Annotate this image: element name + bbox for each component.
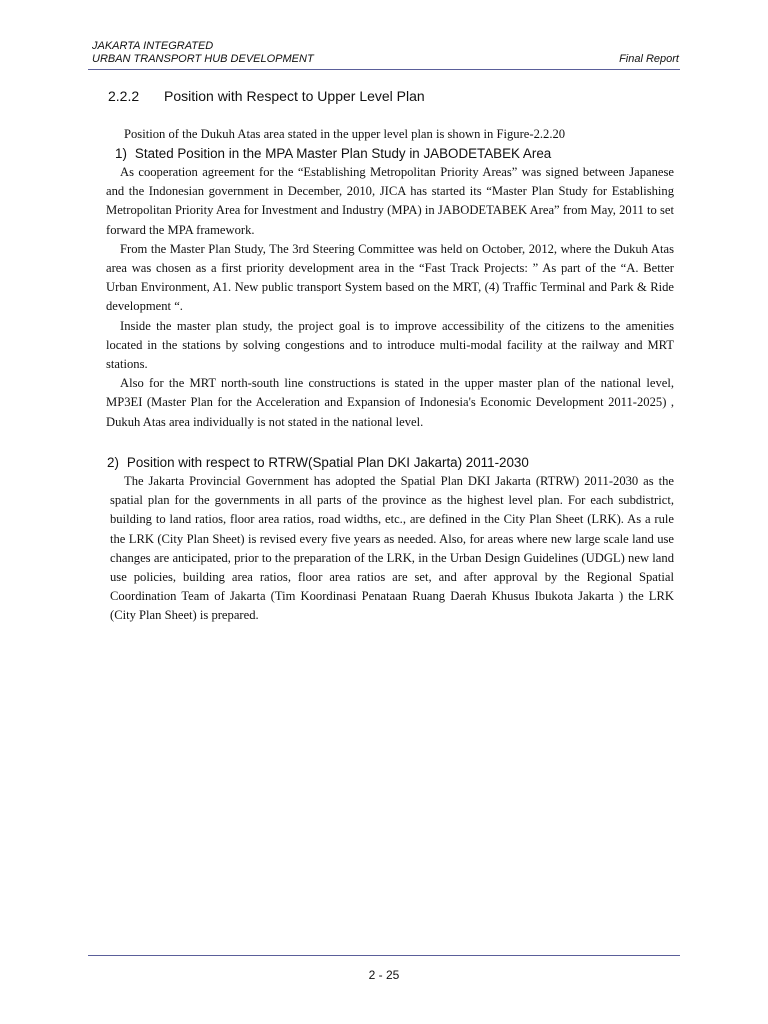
paragraph: From the Master Plan Study, The 3rd Steering Committee was held on October, 2012, where the Dukuh Atas area was chosen as a first priority development area in the “Fast Track Projects: ” As part of the “A. Better Urban Environment, A1. New public transport System based on the MRT, (4) Traffic Terminal and Park & Ride development “. (106, 241, 674, 314)
footer-divider (88, 955, 680, 956)
subsection-2-number: 2) (107, 455, 119, 470)
paragraph: As cooperation agreement for the “Establishing Metropolitan Priority Areas” was signed between Japanese and the Indonesian government in December, 2010, JICA has started its “Master Plan Study for Establishing Metropolitan Priority Area for Investment and Industry (MPA) in JABODETABEK Area” from May, 2011 to set forward the MPA framework. (106, 165, 674, 237)
paragraph: Inside the master plan study, the project goal is to improve accessibility of the citizens to the amenities located in the stations by solving congestions and to introduce multi-modal facility at the railway and MRT stations. (106, 318, 674, 372)
subsection-1-body (106, 163, 674, 432)
subsection-1-heading (115, 145, 551, 163)
subsection-2-heading (107, 454, 529, 472)
paragraph: The Jakarta Provincial Government has adopted the Spatial Plan DKI Jakarta (RTRW) 2011-2030 as the spatial plan for the governments in all parts of the province as the highest level plan. For each subdistrict, building to land ratios, floor area ratios, road widths, etc., are defined in the City Plan Sheet (LRK). As a rule the LRK (City Plan Sheet) is revised every five years as needed. Also, for areas where new large scale land use changes are anticipated, prior to the preparation of the LRK, in the Urban Design Guidelines (UDGL) new land use policies, building area ratios, floor area ratios are set, and after approval by the Regional Spatial Coordination Team of Jakarta (Tim Koordinasi Penataan Ruang Daerah Khusus Ibukota Jakarta ) the LRK (City Plan Sheet) is prepared. (110, 474, 674, 623)
document-header (92, 40, 314, 66)
subsection-1-number: 1) (115, 146, 127, 161)
header-line-2: URBAN TRANSPORT HUB DEVELOPMENT (92, 53, 314, 65)
intro-paragraph: Position of the Dukuh Atas area stated in the upper level plan is shown in Figure-2.2.20 (124, 127, 566, 141)
section-title: Position with Respect to Upper Level Plan (164, 88, 425, 104)
section-number: 2.2.2 (108, 88, 140, 104)
paragraph: Also for the MRT north-south line constructions is stated in the upper master plan of the national level, MP3EI (Master Plan for the Acceleration and Expansion of Indonesia's Economic Development 2011-2025) , Dukuh Atas area individually is not stated in the national level. (106, 376, 674, 429)
subsection-2-body (110, 472, 674, 626)
page-number: 2 - 25 (368, 968, 400, 982)
report-type-label: Final Report (619, 53, 679, 65)
subsection-1-title: Stated Position in the MPA Master Plan Study in JABODETABEK Area (134, 146, 552, 161)
section-heading (108, 87, 425, 105)
subsection-2-title: Position with respect to RTRW(Spatial Plan DKI Jakarta) 2011-2030 (126, 455, 529, 470)
header-line-1: JAKARTA INTEGRATED (92, 40, 214, 52)
header-divider (88, 69, 680, 70)
